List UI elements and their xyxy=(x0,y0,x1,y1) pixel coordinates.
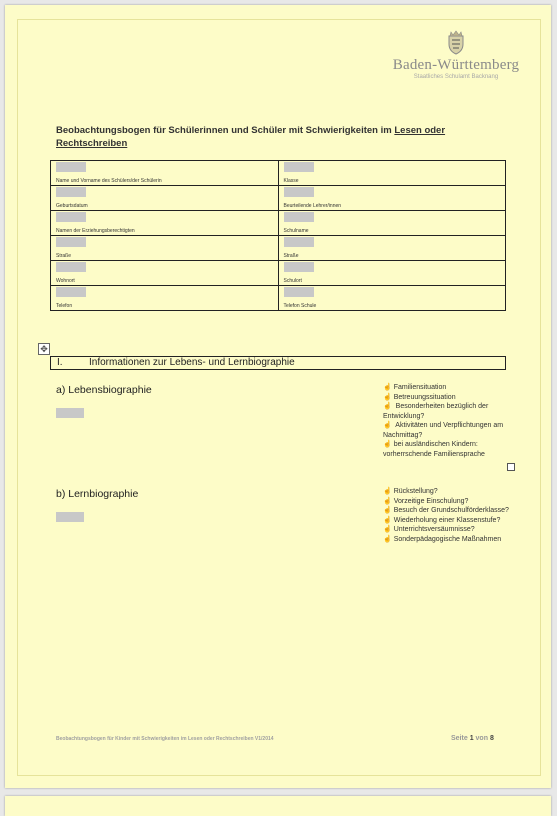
hint-item xyxy=(383,535,513,545)
form-field-label: Beurteilende Lehrer/innen xyxy=(283,203,342,209)
lernbiographie-input[interactable] xyxy=(56,512,84,522)
page-total: 8 xyxy=(489,735,494,742)
hand-pointer-icon: ☝ xyxy=(383,516,392,524)
table-row xyxy=(51,186,506,211)
form-field-input[interactable] xyxy=(284,162,314,172)
hint-item xyxy=(383,497,513,507)
student-info-table xyxy=(50,160,506,311)
hand-pointer-icon: ☝ xyxy=(383,526,392,533)
checkbox[interactable] xyxy=(507,463,515,471)
table-row xyxy=(51,261,506,286)
table-row xyxy=(51,236,506,261)
form-cell xyxy=(51,261,279,286)
form-cell xyxy=(51,186,279,211)
form-cell xyxy=(278,186,506,211)
form-field-label: Schulort xyxy=(283,278,302,284)
footer-document-name: Beobachtungsbogen für Kinder mit Schwierigkeiten im Lesen oder Rechtschreiben V1/2014 xyxy=(56,736,274,742)
logo-subtitle: Staatliches Schulamt Backnang xyxy=(413,74,499,80)
table-row xyxy=(51,211,506,236)
footer-page-number xyxy=(451,735,494,742)
document-page xyxy=(5,5,551,788)
hint-item xyxy=(383,393,513,403)
form-field-input[interactable] xyxy=(56,262,86,272)
page-mid: von xyxy=(473,735,490,742)
page-prefix: Seite xyxy=(451,735,470,742)
hint-text: Familiensituation xyxy=(393,384,447,391)
form-field-label: Straße xyxy=(56,253,72,259)
hint-item xyxy=(383,525,513,535)
form-cell xyxy=(278,261,506,286)
form-field-input[interactable] xyxy=(56,212,86,222)
form-field-input[interactable] xyxy=(284,187,314,197)
table-row xyxy=(51,286,506,311)
hint-text: Betreuungssituation xyxy=(393,393,456,401)
form-field-label: Schulname xyxy=(283,228,309,234)
form-cell xyxy=(278,161,506,186)
table-row xyxy=(51,161,506,186)
hand-pointer-icon: ☝ xyxy=(383,507,392,514)
logo xyxy=(391,29,521,80)
hand-pointer-icon: ☝ xyxy=(383,422,392,429)
hand-pointer-icon: ☝ xyxy=(383,393,392,401)
hint-item xyxy=(383,421,513,440)
form-field-input[interactable] xyxy=(284,287,314,297)
form-field-label: Klasse xyxy=(283,178,299,184)
hand-pointer-icon: ☝ xyxy=(383,441,392,448)
hint-text: Besonderheiten bezüglich der Entwicklung? xyxy=(383,403,489,420)
hint-item xyxy=(383,440,513,459)
hand-pointer-icon: ☝ xyxy=(383,535,392,543)
hand-pointer-icon: ☝ xyxy=(383,488,392,495)
form-field-input[interactable] xyxy=(56,287,86,297)
hint-text: Sonderpädagogische Maßnahmen xyxy=(393,535,502,543)
form-cell xyxy=(51,286,279,311)
form-cell xyxy=(278,211,506,236)
form-field-label: Namen der Erziehungsberechtigten xyxy=(56,228,135,234)
form-field-label: Telefon Schule xyxy=(283,303,317,309)
form-field-label: Straße xyxy=(283,253,299,259)
form-field-input[interactable] xyxy=(284,237,314,247)
form-field-label: Name und Vorname des Schülers/der Schülerin xyxy=(56,178,162,184)
next-page xyxy=(5,796,551,816)
hint-text: Besuch der Grundschulförderklasse? xyxy=(393,507,509,514)
form-field-label: Geburtsdatum xyxy=(56,203,88,209)
form-field-input[interactable] xyxy=(56,162,86,172)
hint-text: bei ausländischen Kindern: vorherrschende Familiensprache xyxy=(383,441,485,458)
hand-pointer-icon: ☝ xyxy=(383,403,392,410)
form-cell xyxy=(278,236,506,261)
hint-text: Unterrichtsversäumnisse? xyxy=(393,526,475,533)
document-title xyxy=(56,125,496,150)
form-cell xyxy=(278,286,506,311)
title-underlined: Lesen oder Rechtschreiben xyxy=(56,125,446,149)
lernbiographie-hints xyxy=(383,487,513,544)
hint-item xyxy=(383,506,513,516)
hint-item xyxy=(383,402,513,421)
hint-text: Aktivitäten und Verpflichtungen am Nachmittag? xyxy=(383,422,504,439)
hand-pointer-icon: ☝ xyxy=(383,497,392,505)
section-heading xyxy=(50,356,506,370)
hint-text: Rückstellung? xyxy=(393,488,438,495)
lebensbiographie-input[interactable] xyxy=(56,408,84,418)
lernbiographie-heading: b) Lernbiographie xyxy=(56,488,139,500)
form-field-label: Wohnort xyxy=(56,278,75,284)
page-current: 1 xyxy=(469,735,474,742)
hint-text: Wiederholung einer Klassenstufe? xyxy=(393,516,501,524)
hint-item xyxy=(383,383,513,393)
logo-name: Baden-Württemberg xyxy=(392,57,520,73)
form-cell xyxy=(51,236,279,261)
form-field-input[interactable] xyxy=(56,187,86,197)
lebensbiographie-heading: a) Lebensbiographie xyxy=(56,384,152,396)
form-cell xyxy=(51,211,279,236)
hint-item xyxy=(383,516,513,526)
form-field-input[interactable] xyxy=(284,262,314,272)
section-title: Informationen zur Lebens- und Lernbiographie xyxy=(89,357,295,368)
lebensbiographie-hints xyxy=(383,383,513,459)
coat-of-arms-icon xyxy=(445,29,467,55)
hint-item xyxy=(383,487,513,497)
form-cell xyxy=(51,161,279,186)
hint-text: Vorzeitige Einschulung? xyxy=(393,497,469,505)
hand-pointer-icon: ☝ xyxy=(383,384,392,391)
form-field-input[interactable] xyxy=(56,237,86,247)
title-text: Beobachtungsbogen für Schülerinnen und Schüler mit Schwierigkeiten im xyxy=(56,125,395,136)
form-field-input[interactable] xyxy=(284,212,314,222)
section-number: I. xyxy=(57,357,63,368)
form-field-label: Telefon xyxy=(56,303,73,309)
table-move-handle-icon[interactable]: ✥ xyxy=(38,343,50,355)
